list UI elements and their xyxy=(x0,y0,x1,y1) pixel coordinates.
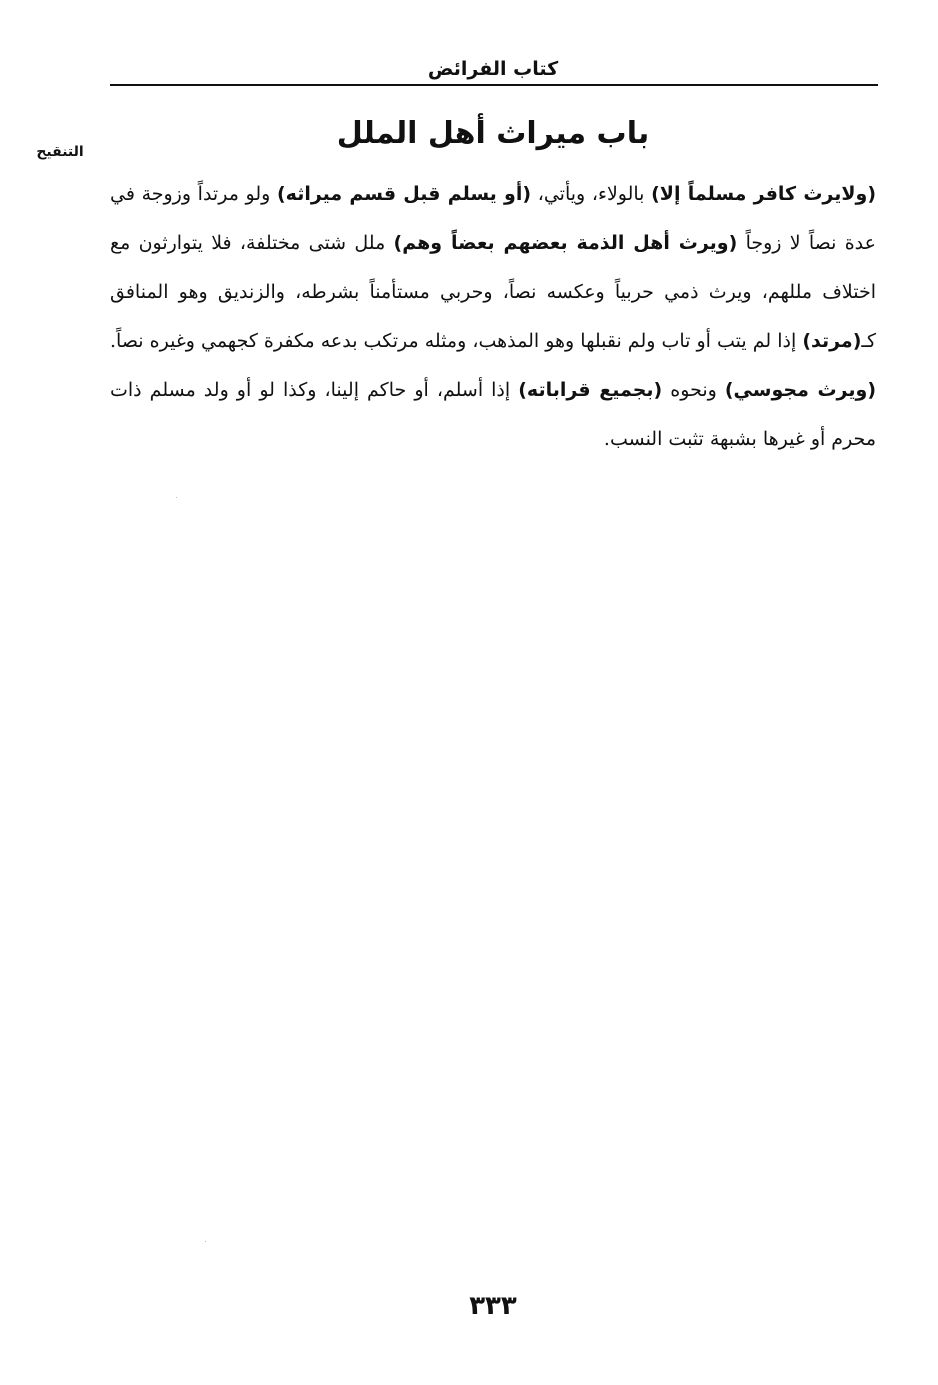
scan-speck xyxy=(176,497,177,498)
text-segment: بالولاء، ويأتي، xyxy=(531,183,652,205)
chapter-title: باب ميراث أهل الملل xyxy=(336,116,650,151)
page-number: ٣٣٣ xyxy=(469,1291,517,1321)
running-header: كتاب الفرائض xyxy=(427,58,559,80)
text-segment: ملل شتى مختلفة، فلا يتوارثون مع اختلاف مللهم، ويرث ذمي حربياً وعكسه نصاً، وحربي مستأمناً بشرطه، والزنديق وهو المنافق كـ xyxy=(110,232,876,352)
body-paragraph xyxy=(110,170,876,464)
text-segment: إذا أسلم، أو حاكم إلينا، وكذا لو أو ولد مسلم ذات محرم أو غيرها بشبهة تثبت النسب. xyxy=(110,379,876,450)
bold-segment: (مرتد) xyxy=(802,330,862,352)
bold-segment: (بجميع قراباته) xyxy=(518,379,663,401)
bold-segment: (ويرث أهل الذمة بعضهم بعضاً وهم) xyxy=(393,232,738,254)
bold-segment: (ويرث مجوسي) xyxy=(724,379,877,401)
header-rule xyxy=(110,84,878,86)
bold-segment: (أو يسلم قبل قسم ميراثه) xyxy=(276,183,532,205)
text-segment: ولو مرتداً وزوجة في عدة نصاً لا زوجاً xyxy=(110,183,876,254)
margin-label: التنقيح xyxy=(36,144,84,160)
bold-segment: (ولايرث كافر مسلماً إلا) xyxy=(651,183,877,205)
text-segment: ونحوه xyxy=(662,379,725,401)
scan-speck xyxy=(205,1241,206,1242)
text-segment: إذا لم يتب أو تاب ولم نقبلها وهو المذهب، ومثله مرتكب بدعه مكفرة كجهمي وغيره نصاً. xyxy=(110,330,803,352)
